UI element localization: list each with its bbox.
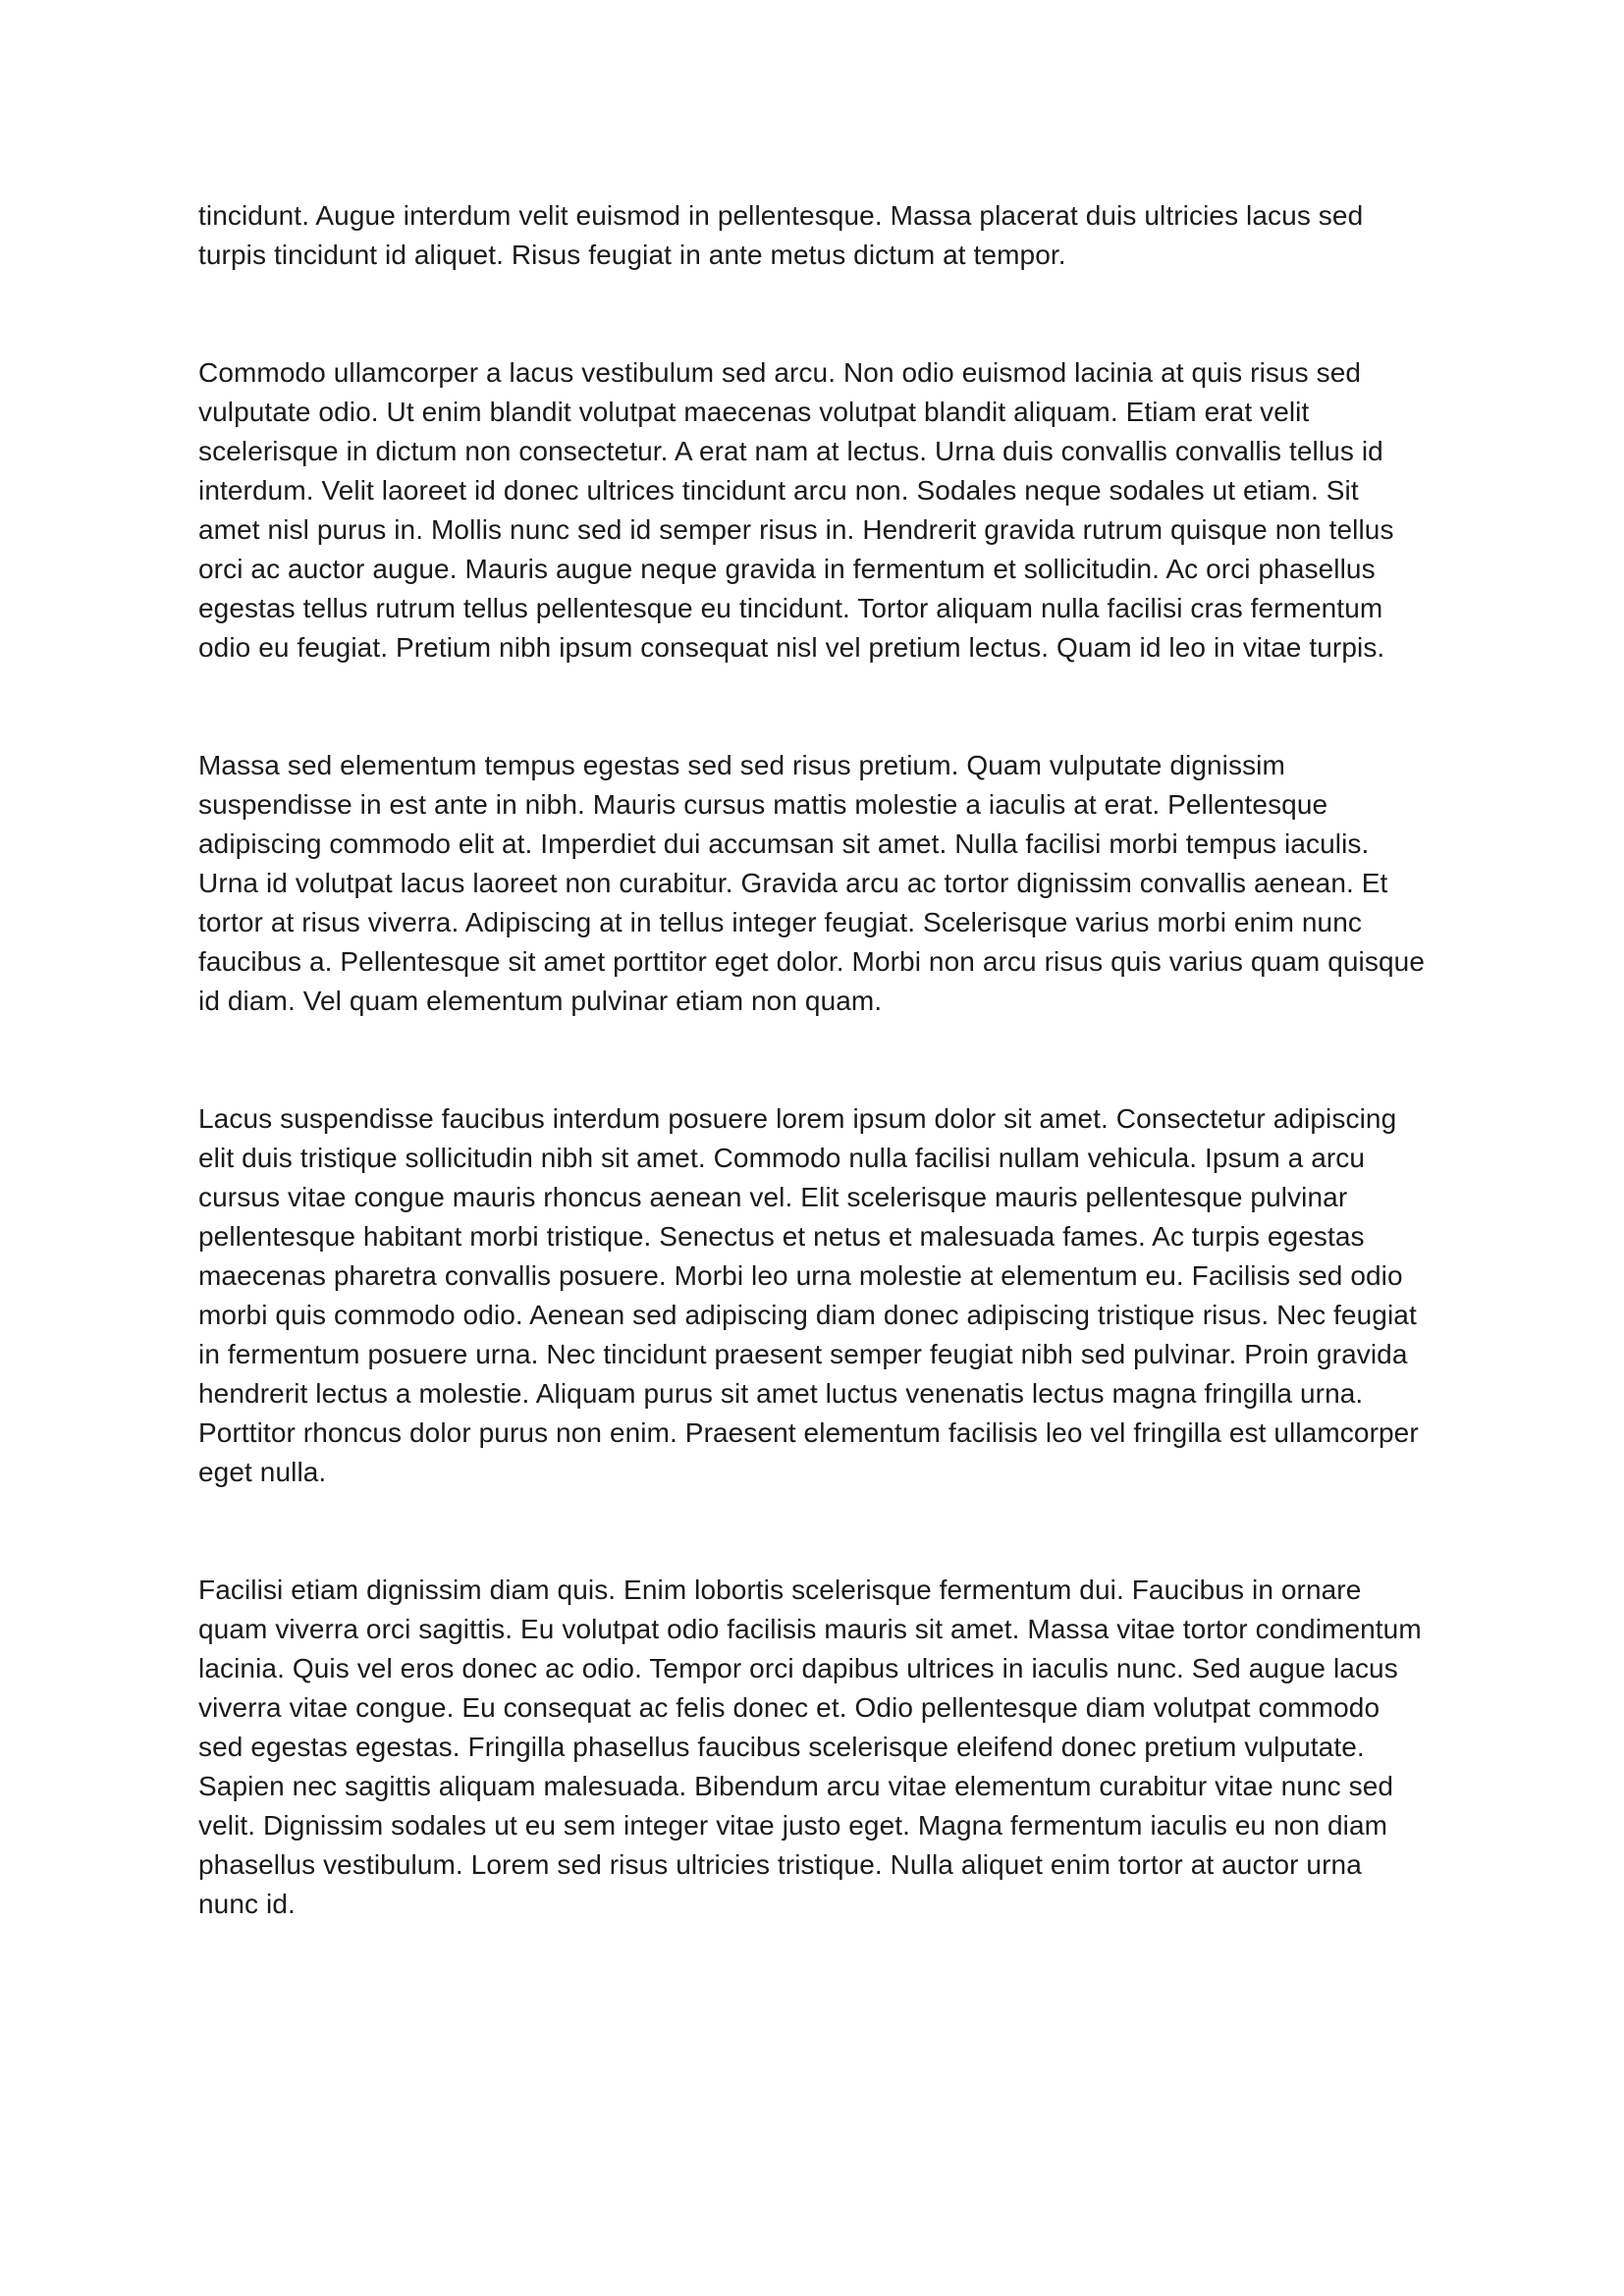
paragraph-4: Lacus suspendisse faucibus interdum posuere lorem ipsum dolor sit amet. Consectetur adipiscing elit duis tristique sollicitudin nibh sit amet. Commodo nulla facilisi nullam vehicula. Ipsum a arcu cursus vitae congue mauris rhoncus aenean vel. Elit scelerisque mauris pellentesque pulvinar pellentesque habitant morbi tristique. Senectus et netus et malesuada fames. Ac turpis egestas maecenas pharetra convallis posuere. Morbi leo urna molestie at elementum eu. Facilisis sed odio morbi quis commodo odio. Aenean sed adipiscing diam donec adipiscing tristique risus. Nec feugiat in fermentum posuere urna. Nec tincidunt praesent semper feugiat nibh sed pulvinar. Proin gravida hendrerit lectus a molestie. Aliquam purus sit amet luctus venenatis lectus magna fringilla urna. Porttitor rhoncus dolor purus non enim. Praesent elementum facilisis leo vel fringilla est ullamcorper eget nulla.	[198, 1103, 1419, 1487]
paragraph-3: Massa sed elementum tempus egestas sed sed risus pretium. Quam vulputate dignissim suspendisse in est ante in nibh. Mauris cursus mattis molestie a iaculis at erat. Pellentesque adipiscing commodo elit at. Imperdiet dui accumsan sit amet. Nulla facilisi morbi tempus iaculis. Urna id volutpat lacus laoreet non curabitur. Gravida arcu ac tortor dignissim convallis aenean. Et tortor at risus viverra. Adipiscing at in tellus integer feugiat. Scelerisque varius morbi enim nunc faucibus a. Pellentesque sit amet porttitor eget dolor. Morbi non arcu risus quis varius quam quisque id diam. Vel quam elementum pulvinar etiam non quam.	[198, 750, 1425, 1016]
paragraph-5: Facilisi etiam dignissim diam quis. Enim lobortis scelerisque fermentum dui. Faucibus in ornare quam viverra orci sagittis. Eu volutpat odio facilisis mauris sit amet. Massa vitae tortor condimentum lacinia. Quis vel eros donec ac odio. Tempor orci dapibus ultrices in iaculis nunc. Sed augue lacus viverra vitae congue. Eu consequat ac felis donec et. Odio pellentesque diam volutpat commodo sed egestas egestas. Fringilla phasellus faucibus scelerisque eleifend donec pretium vulputate. Sapien nec sagittis aliquam malesuada. Bibendum arcu vitae elementum curabitur vitae nunc sed velit. Dignissim sodales ut eu sem integer vitae justo eget. Magna fermentum iaculis eu non diam phasellus vestibulum. Lorem sed risus ultricies tristique. Nulla aliquet enim tortor at auctor urna nunc id.	[198, 1575, 1422, 1919]
document-text-block	[198, 196, 1428, 1924]
paragraph-1: tincidunt. Augue interdum velit euismod in pellentesque. Massa placerat duis ultricies lacus sed turpis tincidunt id aliquet. Risus feugiat in ante metus dictum at tempor.	[198, 200, 1364, 270]
paragraph-2: Commodo ullamcorper a lacus vestibulum sed arcu. Non odio euismod lacinia at quis risus sed vulputate odio. Ut enim blandit volutpat maecenas volutpat blandit aliquam. Etiam erat velit scelerisque in dictum non consectetur. A erat nam at lectus. Urna duis convallis convallis tellus id interdum. Velit laoreet id donec ultrices tincidunt arcu non. Sodales neque sodales ut etiam. Sit amet nisl purus in. Mollis nunc sed id semper risus in. Hendrerit gravida rutrum quisque non tellus orci ac auctor augue. Mauris augue neque gravida in fermentum et sollicitudin. Ac orci phasellus egestas tellus rutrum tellus pellentesque eu tincidunt. Tortor aliquam nulla facilisi cras fermentum odio eu feugiat. Pretium nibh ipsum consequat nisl vel pretium lectus. Quam id leo in vitae turpis.	[198, 357, 1394, 663]
